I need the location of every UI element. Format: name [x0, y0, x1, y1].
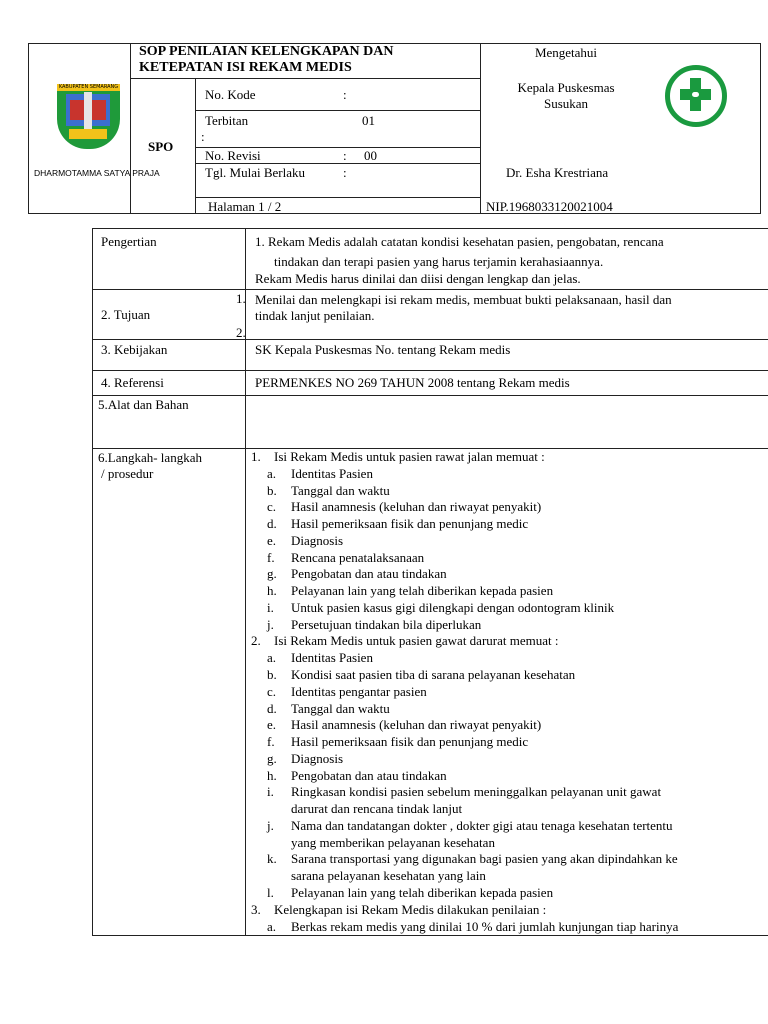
- step-marker: j.: [267, 818, 274, 833]
- step-text: Berkas rekam medis yang dinilai 10 % dari jumlah kunjungan tiap harinya: [291, 919, 679, 934]
- header-divider: [195, 197, 480, 198]
- pengertian-line1: 1. Rekam Medis adalah catatan kondisi kesehatan pasien, pengobatan, rencana: [255, 234, 664, 249]
- halaman: Halaman 1 / 2: [208, 199, 282, 214]
- tujuan-num1: 1.: [236, 291, 246, 306]
- table-row-divider: [92, 370, 768, 371]
- step-text: Untuk pasien kasus gigi dilengkapi dengan odontogram klinik: [291, 600, 615, 615]
- step-marker: h.: [267, 583, 277, 598]
- emblem-banner: KABUPATEN SEMARANG: [58, 84, 119, 90]
- tujuan-line1: Menilai dan melengkapi isi rekam medis, membuat bukti pelaksanaan, hasil dan: [255, 292, 672, 307]
- step-marker: a.: [267, 466, 277, 481]
- step-text: Tanggal dan waktu: [291, 483, 390, 498]
- step-text: Identitas Pasien: [291, 466, 373, 481]
- step-text: Kelengkapan isi Rekam Medis dilakukan penilaian :: [274, 902, 547, 917]
- step-marker: 1.: [251, 449, 261, 464]
- terbitan-value: 01: [362, 113, 375, 128]
- step-marker: a.: [267, 919, 277, 934]
- step-marker: i.: [267, 600, 274, 615]
- step-marker: d.: [267, 516, 277, 531]
- langkah-label-line1: 6.Langkah- langkah: [98, 450, 202, 465]
- header-divider: [195, 110, 480, 111]
- step-marker: l.: [267, 885, 274, 900]
- step-marker: j.: [267, 617, 274, 632]
- step-text: Isi Rekam Medis untuk pasien rawat jalan memuat :: [274, 449, 545, 464]
- tujuan-num2: 2.: [236, 325, 246, 340]
- step-text: Hasil pemeriksaan fisik dan penunjang medic: [291, 734, 529, 749]
- revisi-sep: :: [343, 148, 347, 163]
- step-text: Identitas Pasien: [291, 650, 373, 665]
- terbitan-label: Terbitan: [205, 113, 249, 128]
- step-marker: b.: [267, 667, 277, 682]
- step-text: Ringkasan kondisi pasien sebelum meninggalkan pelayanan unit gawat: [291, 784, 662, 799]
- step-text: Persetujuan tindakan bila diperlukan: [291, 617, 482, 632]
- step-marker: a.: [267, 650, 277, 665]
- step-text: yang memberikan pelayanan kesehatan: [291, 835, 495, 850]
- table-row-divider: [92, 289, 768, 290]
- referensi-label: 4. Referensi: [101, 375, 164, 390]
- step-marker: 2.: [251, 633, 261, 648]
- step-marker: g.: [267, 751, 277, 766]
- doctor-nip: NIP.1968033120021004: [486, 199, 613, 214]
- step-marker: h.: [267, 768, 277, 783]
- tujuan-line2: tindak lanjut penilaian.: [255, 308, 375, 323]
- step-text: Kondisi saat pasien tiba di sarana pelayanan kesehatan: [291, 667, 576, 682]
- table-row-divider: [92, 339, 768, 340]
- alat-label: 5.Alat dan Bahan: [98, 397, 189, 412]
- step-text: Pengobatan dan atau tindakan: [291, 566, 447, 581]
- revisi-label: No. Revisi: [205, 148, 261, 163]
- step-text: Pelayanan lain yang telah diberikan kepada pasien: [291, 583, 554, 598]
- step-text: Sarana transportasi yang digunakan bagi pasien yang akan dipindahkan ke: [291, 851, 678, 866]
- step-text: Hasil pemeriksaan fisik dan penunjang medic: [291, 516, 529, 531]
- step-text: sarana pelayanan kesehatan yang lain: [291, 868, 486, 883]
- header-divider: [130, 43, 131, 214]
- step-text: Pelayanan lain yang telah diberikan kepada pasien: [291, 885, 554, 900]
- step-marker: f.: [267, 734, 275, 749]
- tgl-label: Tgl. Mulai Berlaku: [205, 165, 306, 180]
- pengertian-label: Pengertian: [101, 234, 157, 249]
- step-marker: c.: [267, 684, 277, 699]
- no-kode-sep: :: [343, 87, 347, 102]
- step-text: Diagnosis: [291, 533, 343, 548]
- step-marker: b.: [267, 483, 277, 498]
- kepala-line1: Kepala Puskesmas: [517, 80, 615, 95]
- pengertian-line2: tindakan dan terapi pasien yang harus terjamin kerahasiaannya.: [274, 254, 604, 269]
- mengetahui: Mengetahui: [534, 45, 598, 60]
- step-text: Tanggal dan waktu: [291, 701, 390, 716]
- step-text: Diagnosis: [291, 751, 343, 766]
- step-text: Hasil anamnesis (keluhan dan riwayat penyakit): [291, 499, 542, 514]
- tgl-sep: :: [343, 165, 347, 180]
- kebijakan-text: SK Kepala Puskesmas No. tentang Rekam medis: [255, 342, 511, 357]
- emblem-caption: DHARMOTAMMA SATYA PRAJA: [34, 168, 160, 178]
- step-text: Rencana penatalaksanaan: [291, 550, 425, 565]
- step-text: Nama dan tandatangan dokter , dokter gigi atau tenaga kesehatan tertentu: [291, 818, 673, 833]
- step-marker: i.: [267, 784, 274, 799]
- step-marker: g.: [267, 566, 277, 581]
- kebijakan-label: 3. Kebijakan: [101, 342, 168, 357]
- header-divider: [130, 78, 480, 79]
- step-text: Hasil anamnesis (keluhan dan riwayat penyakit): [291, 717, 542, 732]
- referensi-text: PERMENKES NO 269 TAHUN 2008 tentang Rekam medis: [255, 375, 570, 390]
- step-marker: c.: [267, 499, 277, 514]
- kepala-line2: Susukan: [543, 96, 589, 111]
- langkah-label-line2: / prosedur: [101, 466, 154, 481]
- step-text: Pengobatan dan atau tindakan: [291, 768, 447, 783]
- step-marker: k.: [267, 851, 277, 866]
- step-marker: e.: [267, 533, 277, 548]
- header-divider: [195, 78, 196, 214]
- step-marker: f.: [267, 550, 275, 565]
- doc-title-line2: KETEPATAN ISI REKAM MEDIS: [139, 60, 352, 75]
- table-row-divider: [92, 395, 768, 396]
- step-marker: d.: [267, 701, 277, 716]
- tujuan-label: 2. Tujuan: [101, 307, 151, 322]
- header-divider: [480, 43, 481, 214]
- doc-title-line1: SOP PENILAIAN KELENGKAPAN DAN: [139, 44, 394, 59]
- step-text: darurat dan rencana tindak lanjut: [291, 801, 463, 816]
- doctor-name: Dr. Esha Krestriana: [506, 165, 609, 180]
- step-marker: e.: [267, 717, 277, 732]
- step-text: Identitas pengantar pasien: [291, 684, 427, 699]
- spo-label: SPO: [148, 139, 174, 154]
- pengertian-line3: Rekam Medis harus dinilai dan diisi dengan lengkap dan jelas.: [255, 271, 581, 286]
- step-text: Isi Rekam Medis untuk pasien gawat darurat memuat :: [274, 633, 559, 648]
- step-marker: 3.: [251, 902, 261, 917]
- revisi-value: 00: [364, 148, 377, 163]
- terbitan-sep: :: [201, 129, 205, 144]
- header-box: [28, 43, 761, 214]
- no-kode-label: No. Kode: [205, 87, 256, 102]
